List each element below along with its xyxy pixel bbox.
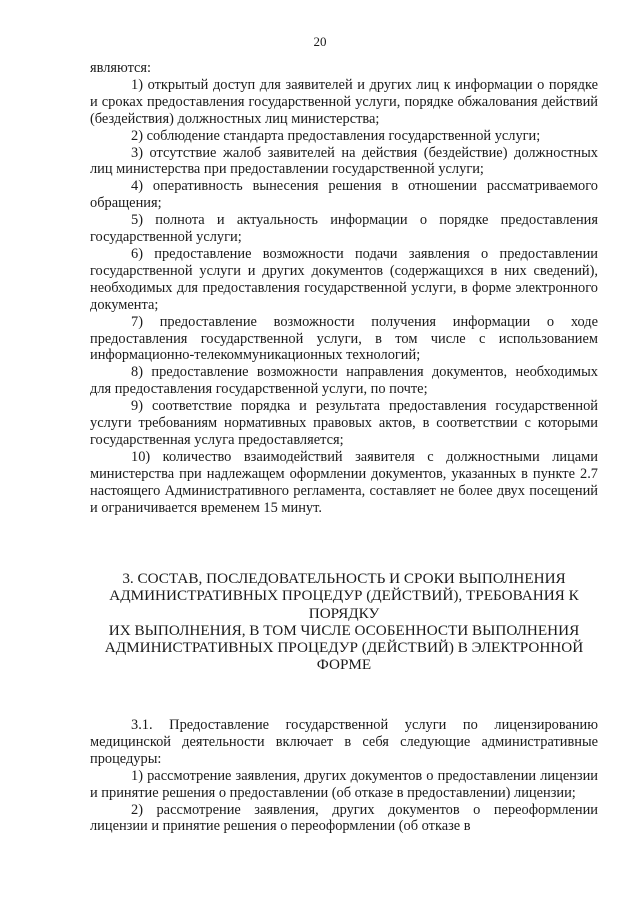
heading-line: АДМИНИСТРАТИВНЫХ ПРОЦЕДУР (ДЕЙСТВИЙ) В ЭЛЕКТРОННОЙ [104, 639, 584, 657]
list-item: 1) рассмотрение заявления, других документов о предоставлении лицензии и принятие решения о предоставлении (об отказе в предоставлении) лицензии; [90, 767, 598, 801]
heading-line: 3. СОСТАВ, ПОСЛЕДОВАТЕЛЬНОСТЬ И СРОКИ ВЫПОЛНЕНИЯ [122, 570, 566, 587]
list-item: 3) отсутствие жалоб заявителей на действия (бездействие) должностных лиц министерства при предоставлении государственной услуги; [90, 144, 598, 178]
page-number: 20 [313, 34, 327, 49]
heading-line: ПОРЯДКУ [308, 604, 380, 622]
list-item: 1) открытый доступ для заявителей и других лиц к информации о порядке и сроках предоставления государственной услуги, порядке обжалования действий (бездействия) должностных лиц министерства; [90, 76, 598, 127]
list-item: 2) соблюдение стандарта предоставления государственной услуги; [131, 127, 541, 144]
heading-line: АДМИНИСТРАТИВНЫХ ПРОЦЕДУР (ДЕЙСТВИЙ), ТРЕБОВАНИЯ К [109, 587, 579, 605]
list-item: 6) предоставление возможности подачи заявления о предоставлении государственной услуги и других документов (содержащихся в них сведений), необходимых для предоставления государственной услуги, в форме электронного документа; [90, 245, 598, 313]
heading-line: ФОРМЕ [316, 656, 372, 674]
paragraph-intro: являются: [90, 60, 152, 76]
list-item: 10) количество взаимодействий заявителя с должностными лицами министерства при надлежащем оформлении документов, указанных в пункте 2.7 настоящего Административного регламента, составляет не более двух посещений и ограничивается временем 15 минут. [90, 448, 598, 516]
list-item: 2) рассмотрение заявления, других документов о переоформлении лицензии и принятие решения о переоформлении (об отказе в [90, 801, 598, 835]
heading-line: ИХ ВЫПОЛНЕНИЯ, В ТОМ ЧИСЛЕ ОСОБЕННОСТИ ВЫПОЛНЕНИЯ [108, 621, 580, 639]
list-item: 9) соответствие порядка и результата предоставления государственной услуги требованиям нормативных правовых актов, в соответствии с которыми государственная услуга предоставляется; [90, 398, 598, 448]
list-item: 8) предоставление возможности направления документов, необходимых для предоставления государственной услуги, по почте; [90, 364, 598, 398]
list-item: 7) предоставление возможности получения информации о ходе предоставления государственной услуги, в том числе с использованием информационно-телекоммуникационных технологий; [90, 313, 598, 364]
paragraph: 3.1. Предоставление государственной услуги по лицензированию медицинской деятельности включает в себя следующие административные процедуры: [90, 717, 598, 767]
criteria-list [90, 60, 598, 516]
section-heading [88, 570, 600, 674]
list-item: 4) оперативность вынесения решения в отношении рассматриваемого обращения; [90, 178, 598, 212]
list-item: 5) полнота и актуальность информации о порядке предоставления государственной услуги; [90, 212, 598, 246]
section-body [90, 717, 598, 835]
